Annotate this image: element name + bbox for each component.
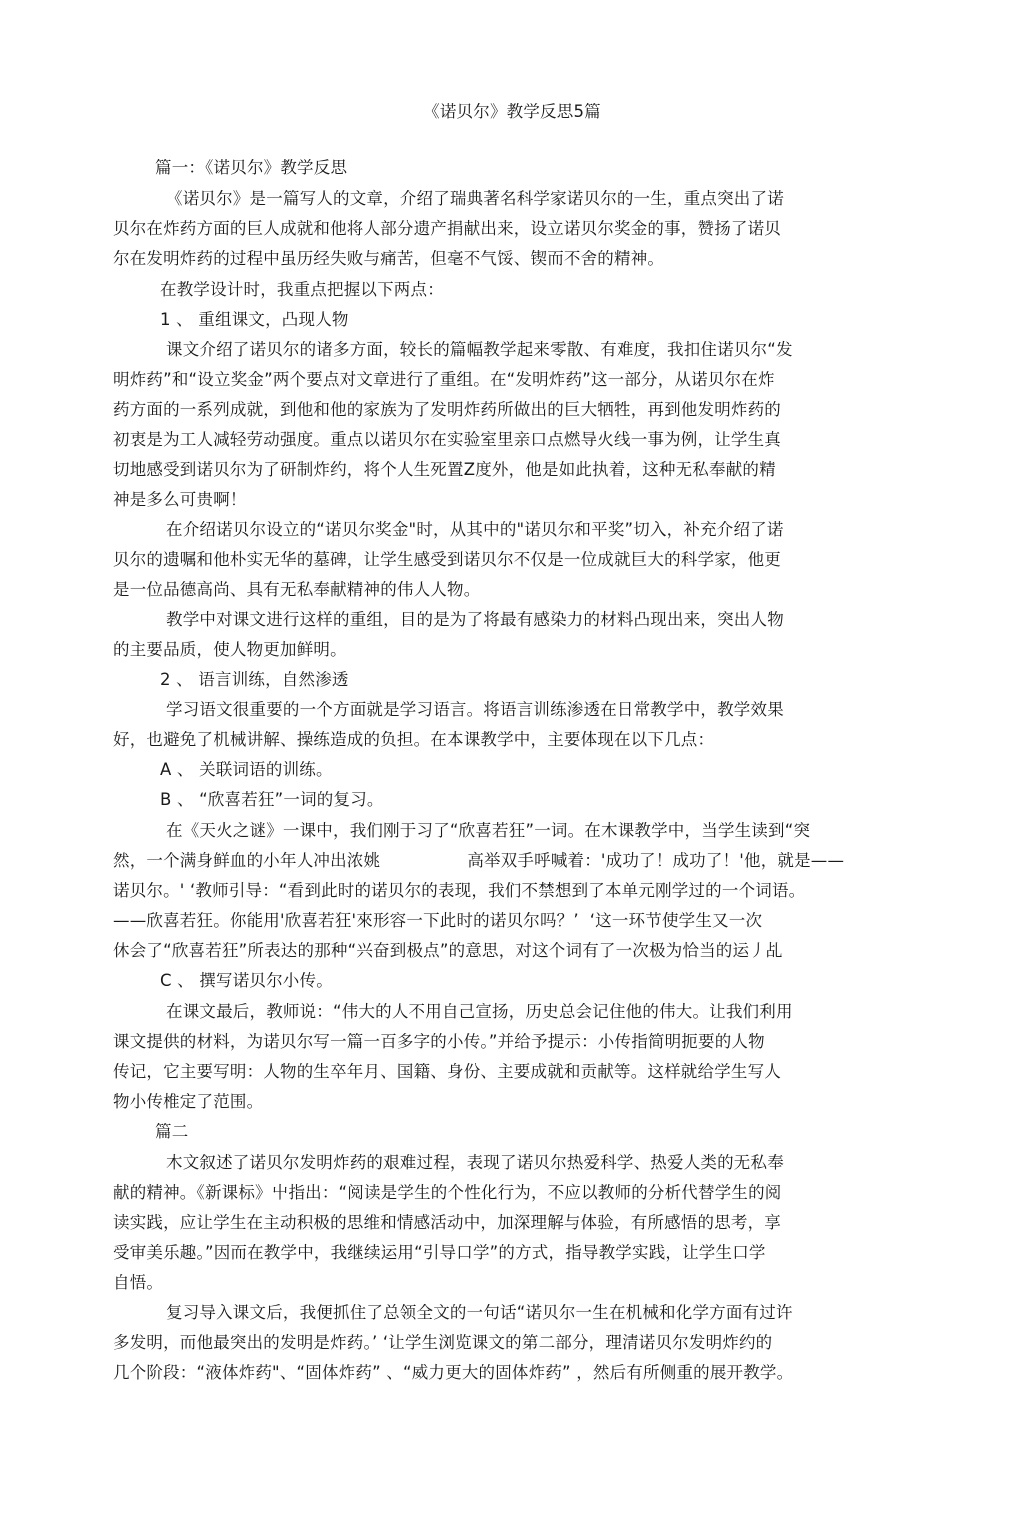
text-line: 课文提供的材料，为诺贝尔写一篇一百多字的小传。”并给予提示：小传指简明扼要的人物	[113, 1032, 765, 1051]
text-line: 在课文最后，教师说：“伟大的人不用自己宣扬，历史总会记住他的伟大。让我们利用	[166, 1002, 793, 1021]
text-line: 尔在发明炸药的过程中虽历经失败与痛苦，但毫不气馁、锲而不舍的精神。	[113, 249, 665, 268]
text-line: 贝尔在炸药方面的巨人成就和他将人部分遗产捐献出来，设立诺贝尔奖金的事，赞扬了诺贝	[113, 219, 781, 238]
text-line: 然，一个满身鲜血的小年人冲出浓姚 高举双手呼喊着：'成功了！成功了！'他，就是——	[113, 851, 845, 870]
subsection-heading: 2 、 语言训练，自然渗透	[160, 670, 349, 689]
section-heading: 篇二	[155, 1122, 189, 1141]
text-line: 的主要品质，使人物更加鲜明。	[113, 640, 347, 659]
text-line: 贝尔的遗嘱和他朴实无华的墓碑，让学生感受到诺贝尔不仅是一位成就巨大的科学家，他更	[113, 550, 781, 569]
text-line: 休会了“欣喜若狂”所表达的那种“兴奋到极点”的意思，对这个词有了一次极为恰当的运丿乩	[113, 941, 783, 960]
text-line: 几个阶段：“液体炸药"、“固体炸药” 、“威力更大的固体炸药” ，然后有所侧重的展开教学。	[113, 1363, 794, 1382]
text-line: 《诺贝尔》是一篇写人的文章，介绍了瑞典著名科学家诺贝尔的一生，重点突出了诺	[166, 189, 784, 208]
text-line: 课文介绍了诺贝尔的诸多方面，较长的篇幅教学起来零散、有难度，我扣住诺贝尔“发	[166, 340, 793, 359]
text-line: 初衷是为工人减轻劳动强度。重点以诺贝尔在实验室里亲口点燃导火线一事为例，让学生真	[113, 430, 781, 449]
text-line: 读实践，应让学生在主动积极的思维和情感活动中，加深理解与体验，有所感悟的思考，享	[113, 1213, 781, 1232]
text-line: 教学中对课文进行这样的重组，目的是为了将最有感染力的材料凸现出来，突出人物	[166, 610, 784, 629]
text-line: 献的精神。《新课标》屮指出：“阅读是学生的个性化行为，不应以教师的分析代替学生的阅	[113, 1183, 782, 1202]
text-line: ——欣喜若狂。你能用'欣喜若狂'來形容一下此时的诺贝尔吗？’ ‘这一环节使学生又一次	[113, 911, 763, 930]
list-item: A 、 关联词语的训练。	[160, 760, 333, 779]
text-line: 木文叙述了诺贝尔发明炸药的艰难过程，表现了诺贝尔热爱科学、热爱人类的无私奉	[166, 1153, 784, 1172]
text-line: 传记，它主要写明：人物的生卒年月、国籍、身份、主要成就和贡献等。这样就给学生写人	[113, 1062, 781, 1081]
text-line: 在《天火之谜》一课中，我们刚于习了“欣喜若狂”一词。在木课教学中，当学生读到“突	[166, 821, 811, 840]
text-line: 在介绍诺贝尔设立的“诺贝尔奖金"时，从其中的"诺贝尔和平奖”切入，补充介绍了诺	[166, 520, 784, 539]
text-line: 在教学设计时，我重点把握以下两点：	[160, 280, 444, 299]
text-line: 物小传椎定了范围。	[113, 1092, 264, 1111]
text-line: 多发明，而他最突出的发明是炸药。’ ‘让学生浏览课文的第二部分，理清诺贝尔发明炸约的	[113, 1333, 773, 1352]
text-line: 药方面的一系列成就，到他和他的家族为了发明炸药所做出的巨大牺牲，再到他发明炸药的	[113, 400, 781, 419]
document-title: 《诺贝尔》教学反思5篇	[423, 102, 601, 121]
text-line: 自悟。	[113, 1273, 164, 1292]
text-line: 受审美乐趣。”因而在教学中，我继续运用“引导口学”的方式，指导教学实践，让学生口学	[113, 1243, 766, 1262]
text-line: 好，也避免了机械讲解、操练造成的负担。在本课教学中，主要体现在以下几点：	[113, 730, 715, 749]
text-line: 诺贝尔。' ‘教师引导：“看到此时的诺贝尔的表现，我们不禁想到了本单元刚学过的一个词语。	[113, 881, 806, 900]
text-line: 学习语文很重要的一个方面就是学习语言。将语言训练渗透在日常教学中，教学效果	[166, 700, 784, 719]
subsection-heading: 1 、 重组课文，凸现人物	[160, 310, 349, 329]
text-line: 复习导入课文后，我便抓住了总领全文的一句话“诺贝尔一生在机械和化学方面有过许	[166, 1303, 793, 1322]
text-line: 明炸药”和“设立奖金”两个要点对文章进行了重组。在“发明炸药”这一部分，从诺贝尔在炸	[113, 370, 775, 389]
text-line: 切地感受到诺贝尔为了研制炸约，将个人生死置Z度外，他是如此执着，这种无私奉献的精	[113, 460, 776, 479]
section-heading: 篇一：《诺贝尔》教学反思	[155, 158, 348, 177]
list-item: B 、 “欣喜若狂”一词的复习。	[160, 790, 384, 809]
text-line: 神是多么可贵啊！	[113, 490, 247, 509]
text-line: 是一位品德高尚、具有无私奉献精神的伟人人物。	[113, 580, 481, 599]
list-item: C 、 撰写诺贝尔小传。	[160, 971, 333, 990]
